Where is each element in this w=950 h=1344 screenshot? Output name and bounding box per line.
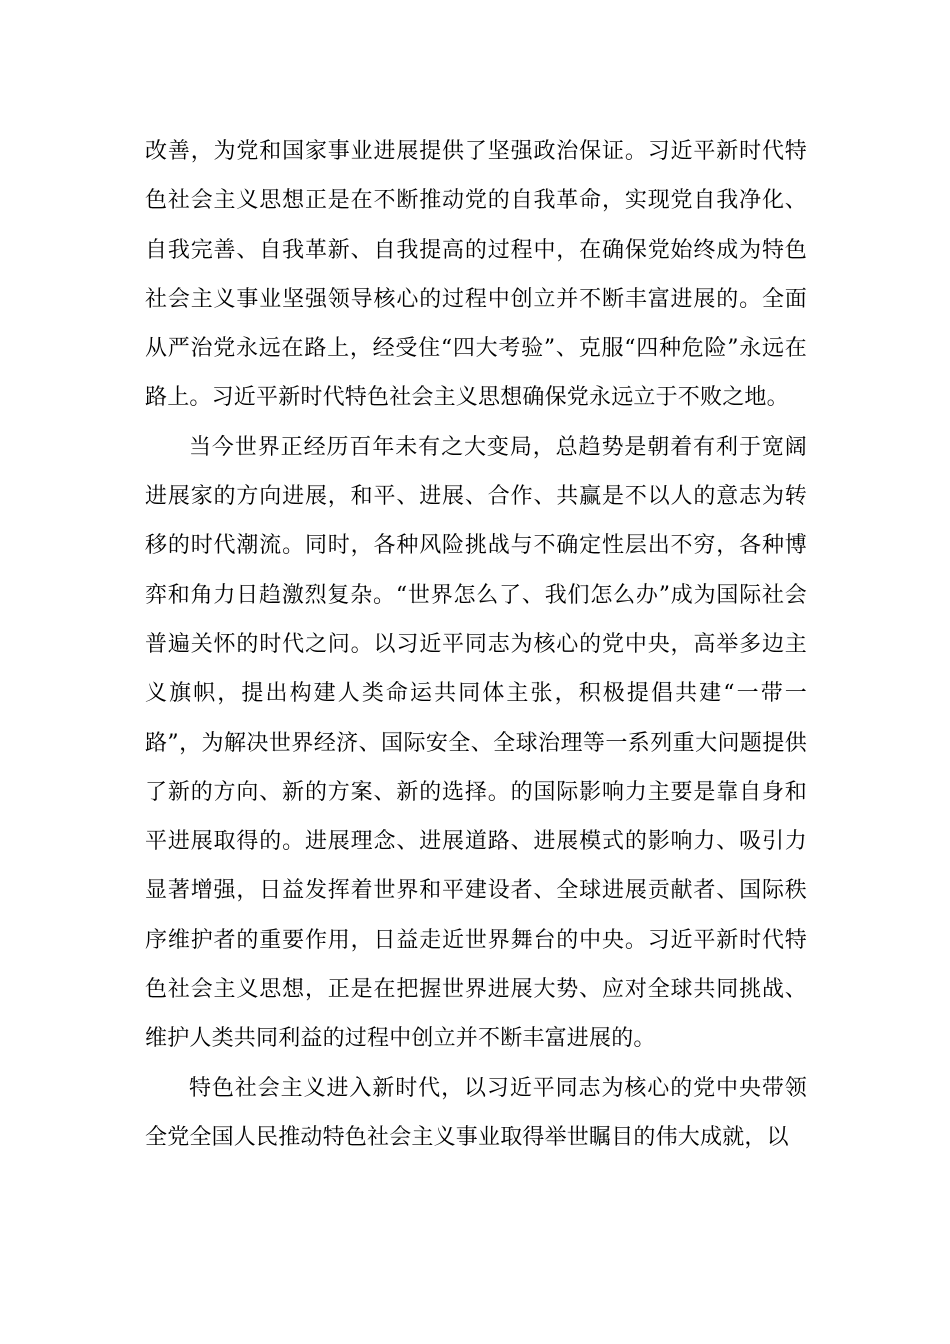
paragraph-1: 改善，为党和国家事业进展提供了坚强政治保证。习近平新时代特色社会主义思想正是在不断推动党的自我革命，实现党自我净化、自我完善、自我革新、自我提高的过程中，在确保党始终成为特色社会主义事业坚强领导核心的过程中创立并不断丰富进展的。全面从严治党永远在路上，经受住“四大考验”、克服“四种危险”永远在路上。习近平新时代特色社会主义思想确保党永远立于不败之地。	[145, 139, 807, 411]
document-body	[145, 127, 807, 1162]
paragraph-3: 特色社会主义进入新时代，以习近平同志为核心的党中央带领全党全国人民推动特色社会主义事业取得举世瞩目的伟大成就，以	[145, 1075, 807, 1150]
paragraph-2: 当今世界正经历百年未有之大变局，总趋势是朝着有利于宽阔进展家的方向进展，和平、进展、合作、共赢是不以人的意志为转移的时代潮流。同时，各种风险挑战与不确定性层出不穷，各种博弈和角力日趋激烈复杂。“世界怎么了、我们怎么办”成为国际社会普遍关怀的时代之问。以习近平同志为核心的党中央，高举多边主义旗帜，提出构建人类命运共同体主张，积极提倡共建“一带一路”，为解决世界经济、国际安全、全球治理等一系列重大问题提供了新的方向、新的方案、新的选择。的国际影响力主要是靠自身和平进展取得的。进展理念、进展道路、进展模式的影响力、吸引力显著增强，日益发挥着世界和平建设者、全球进展贡献者、国际秩序维护者的重要作用，日益走近世界舞台的中央。习近平新时代特色社会主义思想，正是在把握世界进展大势、应对全球共同挑战、维护人类共同利益的过程中创立并不断丰富进展的。	[145, 434, 807, 1052]
